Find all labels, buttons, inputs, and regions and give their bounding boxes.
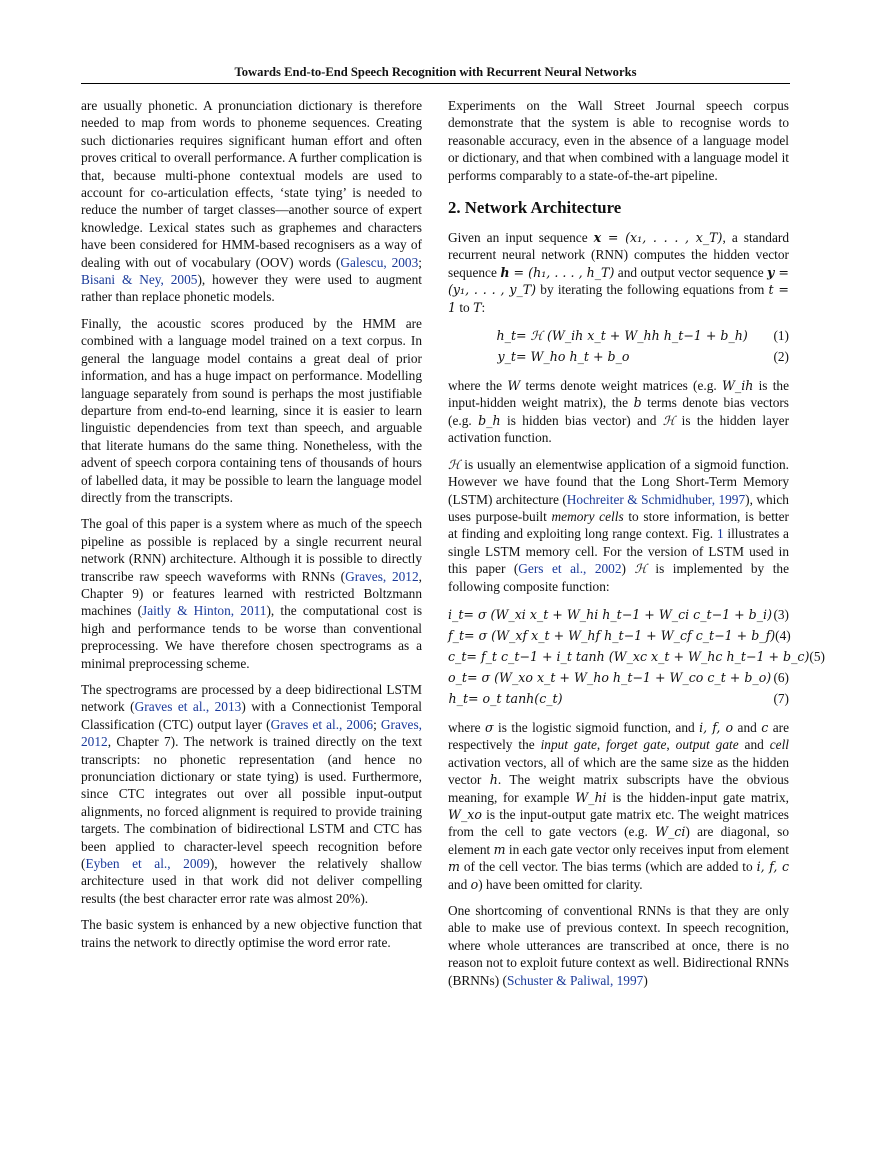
text-run: in each gate vector only receives input from element (505, 841, 789, 857)
text-run: by iterating the following equations from (536, 282, 769, 298)
emphasis: forget gate (606, 737, 667, 753)
equation-4 (448, 625, 789, 646)
equation-number: (4) (775, 627, 791, 643)
math-expression: σ (485, 719, 494, 735)
emphasis: input gate (540, 737, 597, 753)
paragraph (448, 97, 789, 184)
text-run: and output vector sequence (614, 264, 768, 280)
text-run: ), which uses purpose-built (448, 491, 789, 524)
text-run: ) (621, 561, 635, 577)
section-heading: 2. Network Architecture (448, 198, 622, 218)
emphasis: memory cells (551, 508, 624, 524)
math-expression: = (y₁, . . . , y_T) (448, 264, 789, 298)
text-run: to (456, 299, 474, 315)
math-expression: m (493, 841, 506, 857)
header-rule (81, 83, 790, 84)
text-run: of the cell vector. The bias terms (which are added to (459, 859, 757, 875)
equation-number: (1) (773, 327, 789, 343)
equation-lhs: c_t (448, 648, 467, 664)
equation-1 (448, 325, 789, 346)
citation-link[interactable]: Hochreiter & Schmidhuber, 1997 (566, 491, 746, 507)
text-run: are usually phonetic. A pronunciation dictionary is therefore needed to map from words to phoneme sequences. Creating such dictionaries requires significant human effort and often proves critical to overall performance. A further complication is that, because multi-phone contextual models are used to account for co-articulation effects, ‘state tying’ is needed to reduce the number of target classes—another source of expert knowledge. Lexical states such as graphemes and characters have been considered for HMM-based recognisers as a way of dealing with out of vocabulary (OOV) words ( (81, 98, 422, 270)
paragraph (448, 377, 789, 447)
citation-link[interactable]: Jaitly & Hinton, 2011 (142, 603, 267, 619)
equation-block-lstm (448, 604, 825, 709)
citation-link[interactable]: Schuster & Paliwal, 1997 (506, 972, 644, 988)
citation-link[interactable]: Graves, 2012 (345, 568, 419, 584)
citation-link[interactable]: Eyben et al., 2009 (85, 856, 210, 872)
text-run: is the hidden layer activation function. (448, 412, 790, 446)
equation-lhs: y_t (497, 348, 516, 364)
paragraph (448, 456, 789, 595)
equation-lhs: f_t (448, 627, 465, 643)
math-expression: ℋ (634, 561, 647, 577)
math-expression: i, f, o (699, 719, 734, 735)
equation-lhs: h_t (448, 690, 468, 706)
equation-7 (448, 688, 789, 709)
math-expression: b (633, 395, 642, 411)
text-run: ), however they were used to augment rather than replace phonetic models. (81, 272, 422, 305)
text-run: The goal of this paper is a system where as much of the speech pipeline as possible is replaced by a single recurrent neural network (RNN) architecture. Although it is possible to directly transcribe raw speech waveforms with RNNs ( (81, 516, 422, 584)
paragraph (81, 315, 422, 506)
math-expression: m (448, 859, 460, 875)
emphasis: output gate (675, 737, 739, 753)
equation-rhs: = σ (W_xo x_t + W_ho h_t−1 + W_co c_t + b_o) (466, 669, 772, 685)
figure-reference-link[interactable]: 1 (716, 526, 724, 542)
math-expression: W_ci (655, 824, 686, 840)
emphasis: cell (769, 737, 789, 753)
citation-link[interactable]: Graves et al., 2013 (134, 699, 242, 715)
left-column (81, 97, 422, 960)
paragraph (448, 902, 789, 989)
equation-rhs: = o_t tanh(c_t) (468, 690, 563, 706)
text-run: activation vectors, all of which are the same size as the hidden vector (448, 754, 789, 788)
text-run: are respectively the (448, 719, 789, 753)
math-expression: c (761, 719, 769, 735)
text-run: is usually an elementwise application of a sigmoid function. However we have found that the Long Short-Term Memory (LSTM) architecture ( (448, 456, 789, 507)
math-expression: T (473, 299, 482, 315)
text-run: , a standard recurrent neural network (RNN) computes the hidden vector sequence (448, 230, 789, 280)
text-run: is the input-output gate matrix etc. The weight matrices from the cell to gate vectors (e.g. (448, 806, 789, 840)
equation-block-rnn (448, 325, 789, 367)
text-run: , (666, 737, 676, 753)
text-run: ; (373, 716, 381, 732)
math-expression: W_hi (575, 789, 607, 805)
equation-number: (5) (809, 648, 825, 664)
paragraph (448, 719, 789, 893)
math-symbol: h (500, 264, 510, 280)
equation-lhs: h_t (496, 327, 516, 343)
text-run: to store information, is better at finding and exploiting long range context. Fig. (448, 508, 789, 542)
text-run: ) are diagonal, so element (448, 824, 790, 857)
equation-rhs: = σ (W_xi x_t + W_hi h_t−1 + W_ci c_t−1 + b_i) (463, 606, 772, 622)
text-run: : (481, 299, 486, 315)
text-run: and (733, 719, 762, 735)
equation-rhs: = f_t c_t−1 + i_t tanh (W_xc x_t + W_hc h_t−1 + b_c) (466, 648, 810, 664)
text-run: is implemented by the following composite function: (448, 561, 789, 594)
equation-2 (448, 346, 789, 367)
text-run: where the (448, 378, 508, 394)
math-expression: W (507, 378, 521, 394)
math-expression: ℋ (662, 412, 676, 428)
text-run: Finally, the acoustic scores produced by the HMM are combined with a language model trained on a text corpus. In general the language model contains a great deal of prior information, and has a huge impact on performance. Modelling language separately from sound is perhaps the most justifiable departure from end-to-end learning, since it is easier to learn linguistic dependencies from text than speech, and arguable that literate humans do the same thing. Nonetheless, with the advent of speech corpora containing tens of thousands of hours of labelled data, it may be possible to learn the language model directly from the transcripts. (81, 315, 422, 505)
text-run: ), however the relatively shallow architecture used in that work did not deliver compelling results (the best character error rate was almost 20%). (81, 856, 422, 906)
citation-link[interactable]: Gers et al., 2002 (518, 561, 622, 577)
text-run: Given an input sequence (448, 230, 594, 246)
equation-number: (2) (773, 348, 789, 364)
equation-5 (448, 646, 825, 667)
math-expression: = (x₁, . . . , x_T) (601, 230, 723, 246)
math-expression: h (489, 772, 498, 788)
paragraph (81, 515, 422, 672)
equation-rhs: = W_ho h_t + b_o (516, 348, 630, 364)
text-run: and (738, 737, 770, 753)
text-run: ; (418, 254, 422, 270)
text-run: ) have been omitted for clarity. (478, 876, 643, 892)
citation-link[interactable]: Graves, 2012 (81, 716, 422, 750)
equation-number: (7) (773, 690, 789, 706)
text-run: is the logistic sigmoid function, and (493, 719, 700, 735)
text-run: is the input-hidden weight matrix), the (448, 378, 789, 411)
text-run: One shortcoming of conventional RNNs is that they are only able to make use of previous context. In speech recognition, where whole utterances are transcribed at once, there is no reason not to exploit future context as well. Bidirectional RNNs (BRNNs) ( (448, 903, 789, 988)
equation-lhs: i_t (448, 606, 464, 622)
equation-3 (448, 604, 789, 625)
text-run: terms denote weight matrices (e.g. (520, 378, 722, 394)
text-run: . The weight matrix subscripts have the obvious meaning, for example (448, 772, 789, 805)
running-title: Towards End-to-End Speech Recognition with Recurrent Neural Networks (234, 65, 637, 79)
math-symbol: y (767, 264, 775, 280)
text-run: Experiments on the Wall Street Journal speech corpus demonstrate that the system is able to recognise words to reasonable accuracy, even in the absence of a language model or dictionary, and that when combined with a language model it performs comparably to a state-of-the-art pipeline. (448, 98, 789, 183)
text-run: , Chapter 9) or features learned with restricted Boltzmann machines ( (81, 568, 422, 619)
text-run: ) (643, 972, 648, 988)
math-expression: W_xo (448, 806, 482, 822)
paragraph (81, 681, 422, 907)
text-run: illustrates a single LSTM memory cell. For the version of LSTM used in this paper ( (448, 526, 789, 577)
math-expression: ℋ (448, 456, 461, 472)
text-run: where (448, 719, 486, 735)
equation-number: (6) (773, 669, 789, 685)
text-run: ) with a Connectionist Temporal Classification (CTC) output layer ( (81, 699, 422, 732)
math-expression: b_h (478, 412, 501, 428)
text-run: , (596, 737, 607, 753)
math-expression: W_ih (721, 378, 754, 394)
math-expression: = (h₁, . . . , h_T) (509, 264, 615, 280)
paragraph (81, 97, 422, 306)
math-expression: o (470, 876, 479, 892)
paragraph (81, 916, 422, 951)
citation-link[interactable]: Bisani & Ney, 2005 (81, 272, 198, 288)
equation-lhs: o_t (448, 669, 467, 685)
text-run: and (448, 876, 471, 892)
paragraph (448, 229, 789, 316)
math-expression: i, f, c (756, 859, 790, 875)
text-run: is the hidden-input gate matrix, (606, 789, 789, 805)
right-column (448, 97, 825, 998)
math-symbol: x (593, 230, 602, 246)
equation-rhs: = σ (W_xf x_t + W_hf h_t−1 + W_cf c_t−1 + b_f) (464, 627, 776, 643)
text-run: terms denote bias vectors (e.g. (448, 395, 789, 428)
math-expression: t = 1 (448, 282, 789, 315)
text-run: The basic system is enhanced by a new objective function that trains the network to directly optimise the word error rate. (81, 917, 422, 950)
equation-number: (3) (773, 606, 789, 622)
text-run: , Chapter 7). The network is trained directly on the text transcripts: no phonetic representation (and hence no pronunciation dictionary or state tying) is used. Furthermore, since CTC integrates out over all possible input-output alignments, no forced alignment is required to provide training targets. The combination of bidirectional LSTM and CTC has been applied to character-level speech recognition before ( (81, 734, 422, 872)
citation-link[interactable]: Graves et al., 2006 (270, 716, 374, 732)
text-run: The spectrograms are processed by a deep bidirectional LSTM network ( (81, 682, 422, 715)
text-run: ), the computational cost is high and performance tends to be worse than conventional preprocessing. We have therefore chosen spectrograms as a minimal preprocessing scheme. (81, 603, 423, 671)
equation-6 (448, 667, 789, 688)
text-run: is hidden bias vector) and (500, 412, 663, 428)
citation-link[interactable]: Galescu, 2003 (340, 254, 419, 270)
equation-rhs: = ℋ (W_ih x_t + W_hh h_t−1 + b_h) (516, 327, 748, 343)
